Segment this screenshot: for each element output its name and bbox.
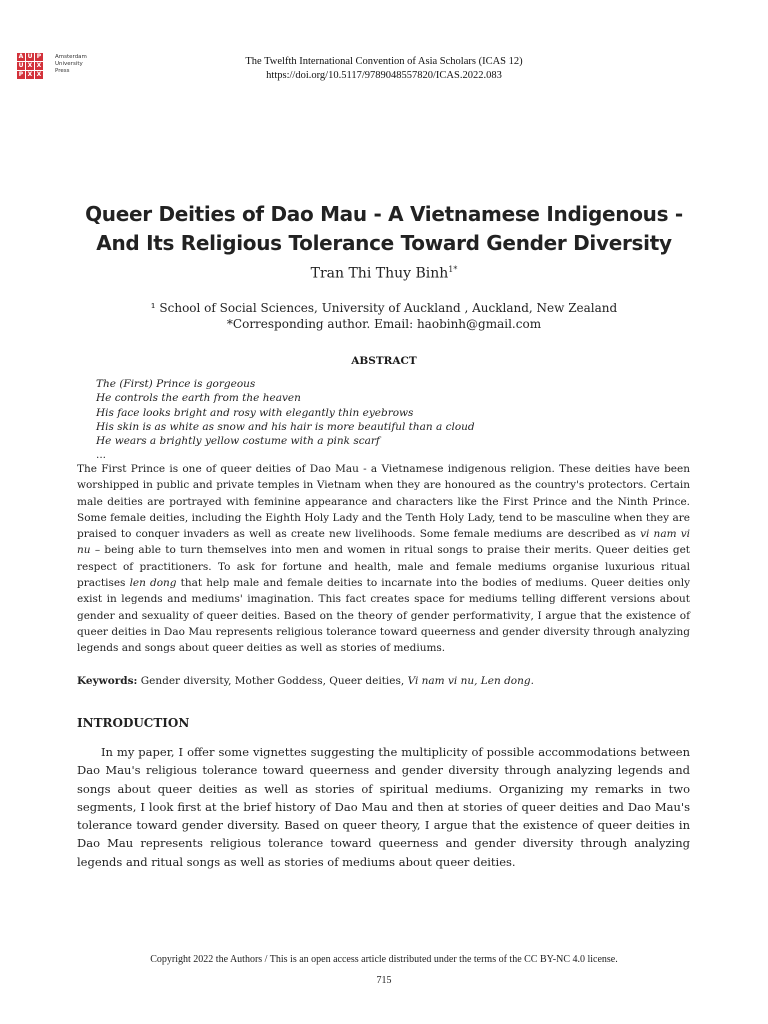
conference-header: The Twelfth International Convention of Asia Scholars (ICAS 12) bbox=[245, 56, 523, 67]
publisher-line: Amsterdam bbox=[55, 54, 87, 60]
poem-line: The (First) Prince is gorgeous bbox=[96, 378, 256, 390]
term-gender-performativity: the theory of gender performativity bbox=[336, 609, 531, 622]
logo-cell: P bbox=[36, 53, 42, 60]
abstract-text: – being able to turn themselves into men and women in ritual songs to praise their merits. Queer deities get respect of practitioners. To ask for fortune and health, male and female mediums organise luxurious ritual practises bbox=[77, 544, 690, 590]
keywords-list: Gender diversity, Mother Goddess, Queer deities, bbox=[137, 675, 408, 687]
poem-line: ... bbox=[96, 449, 107, 462]
page-number: 715 bbox=[376, 975, 392, 986]
abstract-text: The First Prince is one of queer deities of Dao Mau - a Vietnamese indigenous religion. These deities have been worshipped in public and private temples in Vietnam when they are honoured as the country's protectors. Certain male deities are portrayed with feminine appearance and characters like the First Prince and the Ninth Prince. Some female deities, including the Eighth Holy Lady and the Tenth Holy Lady, tend to be masculine when they are praised to conquer invaders as well as create new livelihoods. Some female mediums are described as bbox=[77, 463, 690, 541]
epigraph-poem bbox=[96, 377, 475, 463]
logo-cell: A bbox=[18, 53, 24, 60]
keywords bbox=[77, 675, 690, 687]
author-name-text: Tran Thi Thuy Binh bbox=[310, 265, 449, 282]
keywords-italic: Vi nam vi nu, Len dong bbox=[407, 675, 531, 687]
logo-cell: X bbox=[27, 71, 33, 78]
poem-line: He controls the earth from the heaven bbox=[96, 392, 301, 405]
poem-line: His skin is as white as snow and his hair is more beautiful than a cloud bbox=[96, 420, 475, 433]
term-vi-nam-vi-nu: vi nam vi nu bbox=[77, 528, 691, 557]
logo-cell: U bbox=[27, 53, 33, 60]
abstract-text: that help male and female deities to incarnate into the bodies of mediums. Queer deities only exist in legends and mediums' imagination. This fact creates space for mediums telling different versions about gender and sexuality of queer deities. Based on bbox=[77, 577, 690, 622]
paper-title-line1: Queer Deities of Dao Mau - A Vietnamese Indigenous - bbox=[85, 202, 683, 226]
poem-line: He wears a brightly yellow costume with a pink scarf bbox=[96, 435, 380, 448]
abstract-heading: ABSTRACT bbox=[351, 355, 417, 367]
logo-cell: X bbox=[27, 62, 33, 69]
author-marks: 1* bbox=[448, 265, 458, 274]
publisher-line: Press bbox=[55, 68, 70, 74]
abstract-text: , I argue that the existence of queer deities in Dao Mau represents religious tolerance toward queerness and gender diversity through analyzing legends and songs about queer deities as well as stories of mediums. bbox=[77, 609, 690, 655]
affiliation: ¹ School of Social Sciences, University of Auckland , Auckland, New Zealand bbox=[150, 301, 618, 315]
publisher-line: University bbox=[55, 61, 83, 67]
abstract-body bbox=[77, 461, 690, 657]
author-name bbox=[0, 265, 768, 282]
term-len-dong: len dong bbox=[129, 577, 177, 590]
poem-line: His face looks bright and rosy with elegantly thin eyebrows bbox=[96, 406, 414, 419]
copyright-notice: Copyright 2022 the Authors / This is an open access article distributed under the terms of the CC BY-NC 4.0 license. bbox=[150, 954, 618, 965]
introduction-heading: INTRODUCTION bbox=[77, 716, 190, 730]
paper-title-line2: And Its Religious Tolerance Toward Gender Diversity bbox=[96, 231, 672, 255]
doi-link[interactable]: https://doi.org/10.5117/9789048557820/ICAS.2022.083 bbox=[266, 70, 502, 81]
logo-cell: P bbox=[18, 71, 24, 78]
logo-cell: U bbox=[18, 62, 24, 69]
corresponding-author: *Corresponding author. Email: haobinh@gmail.com bbox=[226, 317, 542, 331]
logo-cell: X bbox=[36, 62, 42, 69]
logo-cell: X bbox=[36, 71, 42, 78]
introduction-body: In my paper, I offer some vignettes suggesting the multiplicity of possible accommodations between Dao Mau's religious tolerance toward queerness and gender diversity through analyzing legends and songs about queer deities as well as stories of spiritual mediums. Organizing my remarks in two segments, I look first at the brief history of Dao Mau and then at stories of queer deities and Dao Mau's tolerance toward gender diversity. Based on queer theory, I argue that the existence of queer deities in Dao Mau represents religious tolerance toward queerness and gender diversity through analyzing legends and ritual songs as well as stories of mediums about queer deities. bbox=[77, 745, 690, 869]
keywords-end: . bbox=[530, 675, 534, 687]
keywords-label: Keywords: bbox=[77, 675, 138, 687]
